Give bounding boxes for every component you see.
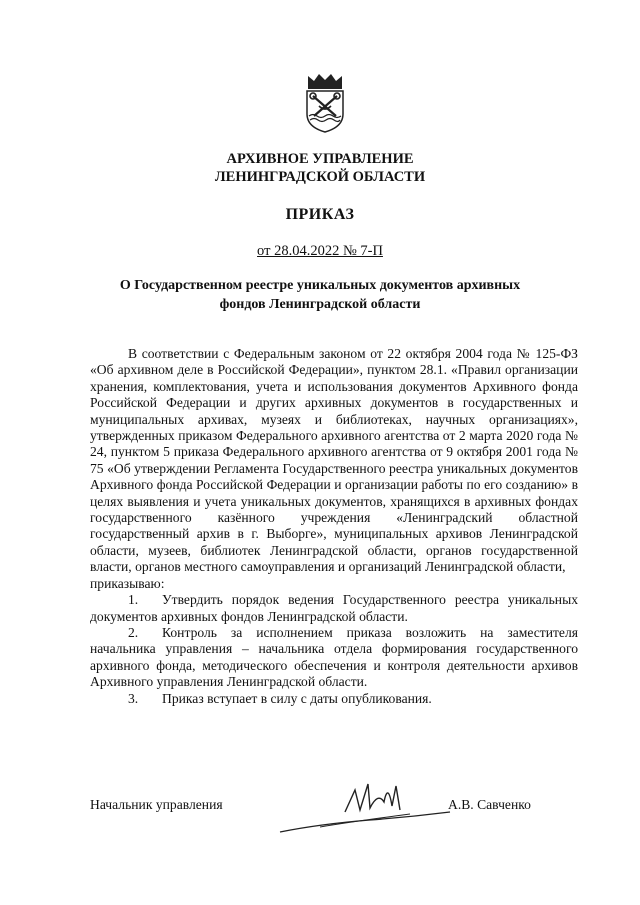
coat-of-arms-emblem bbox=[300, 72, 350, 134]
item-number: 3. bbox=[128, 690, 139, 706]
signatory-name: А.В. Савченко bbox=[448, 797, 531, 812]
order-item-2 bbox=[90, 625, 578, 691]
subject-line-2: фондов Ленинградской области bbox=[219, 297, 421, 312]
signatory-position: Начальник управления bbox=[90, 797, 223, 812]
organization-name bbox=[0, 150, 640, 186]
order-subject bbox=[0, 276, 640, 314]
order-item-3 bbox=[90, 691, 578, 707]
item-text: Приказ вступает в силу с даты опубликования. bbox=[162, 690, 432, 706]
org-line-1: АРХИВНОЕ УПРАВЛЕНИЕ bbox=[226, 151, 414, 167]
order-word: приказываю: bbox=[90, 575, 165, 591]
org-line-2: ЛЕНИНГРАДСКОЙ ОБЛАСТИ bbox=[214, 169, 426, 185]
subject-line-1: О Государственном реестре уникальных документов архивных bbox=[119, 278, 521, 293]
item-number: 1. bbox=[128, 592, 139, 608]
item-number: 2. bbox=[128, 624, 139, 640]
handwritten-signature bbox=[260, 772, 460, 842]
item-text: Утвердить порядок ведения Государственного реестра уникальных документов архивных фондов Ленинградской области. bbox=[90, 592, 578, 624]
order-number: от 28.04.2022 № 7-П bbox=[257, 243, 383, 259]
order-item-1 bbox=[90, 592, 578, 625]
order-body bbox=[90, 346, 578, 707]
preamble-paragraph: В соответствии с Федеральным законом от 22 октября 2004 года № 125-ФЗ «Об архивном деле в Российской Федерации», пунктом 28.1. «Правил организации хранения, комплектования, учета и использования документов Архивного фонда Российской Федерации и других архивных документов в государственных и муниципальных архивах, музеях и библиотеках, научных организациях», утвержденных приказом Федерального архивного агентства от 2 марта 2020 года № 24, пунктом 5 приказа Федерального архивного агентства от 9 октября 2001 года № 75 «Об утверждении Регламента Государственного реестра уникальных документов Архивного фонда Российской Федерации и организации работы по его созданию» в целях выявления и учета уникальных документов, хранящихся в архивных фондах государственного казённого учреждения «Ленинградский областной государственный архив в г. Выборге», муниципальных архивов Ленинградской области, музеев, библиотек Ленинградской области, органов государственной власти, органов местного самоуправления и организаций Ленинградской области, bbox=[90, 346, 578, 575]
document-type: ПРИКАЗ bbox=[285, 206, 355, 223]
item-text: Контроль за исполнением приказа возложить на заместителя начальника управления – начальника отдела формирования государственного архивного фонда, методического обеспечения и контроля деятельности архивов Архивного управления Ленинградской области. bbox=[90, 624, 578, 690]
